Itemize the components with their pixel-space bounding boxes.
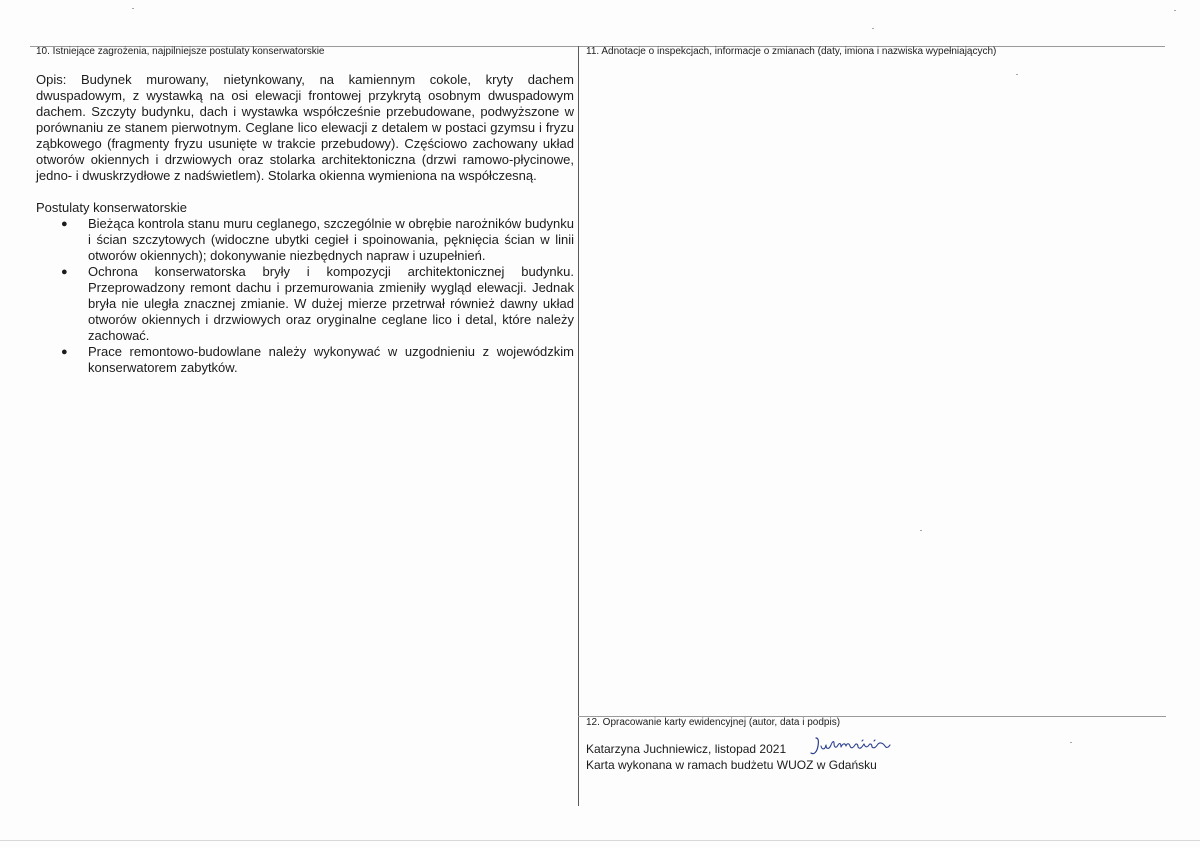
handwritten-signature	[810, 734, 910, 758]
author-block	[586, 741, 877, 773]
scan-speck	[1070, 742, 1072, 743]
author-date-text: Katarzyna Juchniewicz, listopad 2021	[586, 742, 787, 756]
description-paragraph: Opis: Budynek murowany, nietynkowany, na kamiennym cokole, kryty dachem dwuspadowym, z wystawką na osi elewacji frontowej przykrytą osobnym dwuspadowym dachem. Szczyty budynku, dach i wystawka współcześnie przebudowane, podwyższone w porównaniu ze stanem pierwotnym. Ceglane lico elewacji z detalem w postaci gzymsu i fryzu ząbkowego (fragmenty fryzu usunięte w trakcie przebudowy). Częściowo zachowany układ otworów okiennych i drzwiowych oraz stolarka architektoniczna (drzwi ramowo-płycinowe, jedno- i dwuskrzydłowe z nadświetlem). Stolarka okienna wymieniona na współczesną.	[36, 72, 574, 183]
scan-speck	[132, 8, 134, 9]
section-12-heading: 12. Opracowanie karty ewidencyjnej (autor, data i podpis)	[586, 717, 841, 728]
scan-speck	[920, 530, 922, 531]
postulate-item	[61, 216, 574, 264]
postulate-text: Bieżąca kontrola stanu muru ceglanego, szczególnie w obrębie narożników budynku i ścian szczytowych (widoczne ubytki cegieł i spoinowania, pęknięcia ścian w linii otworów okiennych); dokonywanie niezbędnych napraw i uzupełnień.	[88, 216, 574, 263]
postulate-text: Prace remontowo-budowlane należy wykonywać w uzgodnieniu z wojewódzkim konserwatorem zabytków.	[88, 344, 574, 375]
page-bottom-rule	[0, 840, 1200, 841]
postulate-item	[61, 344, 574, 376]
scan-speck	[1174, 10, 1176, 11]
section-10-body	[36, 72, 574, 376]
postulates-list	[36, 216, 574, 376]
section-11-heading: 11. Adnotacje o inspekcjach, informacje o zmianach (daty, imiona i nazwiska wypełniających)	[586, 46, 997, 57]
scan-speck	[872, 28, 874, 29]
bullet-icon: ●	[61, 346, 68, 358]
funding-note: Karta wykonana w ramach budżetu WUOZ w Gdańsku	[586, 758, 877, 772]
bullet-icon: ●	[61, 266, 68, 278]
postulate-text: Ochrona konserwatorska bryły i kompozycji architektonicznej budynku. Przeprowadzony remont dachu i przemurowania zmieniły wygląd elewacji. Jednak bryła nie uległa znacznej zmianie. W dużej mierze przetrwał również dawny układ otworów okiennych i drzwiowych oraz oryginalne ceglane lico i detal, które należy zachować.	[88, 264, 574, 343]
column-divider	[578, 46, 579, 806]
postulates-title: Postulaty konserwatorskie	[36, 200, 188, 215]
section-10-heading: 10. Istniejące zagrożenia, najpilniejsze postulaty konserwatorskie	[36, 46, 325, 57]
scan-speck	[1016, 74, 1018, 75]
postulate-item	[61, 264, 574, 344]
bullet-icon: ●	[61, 218, 68, 230]
